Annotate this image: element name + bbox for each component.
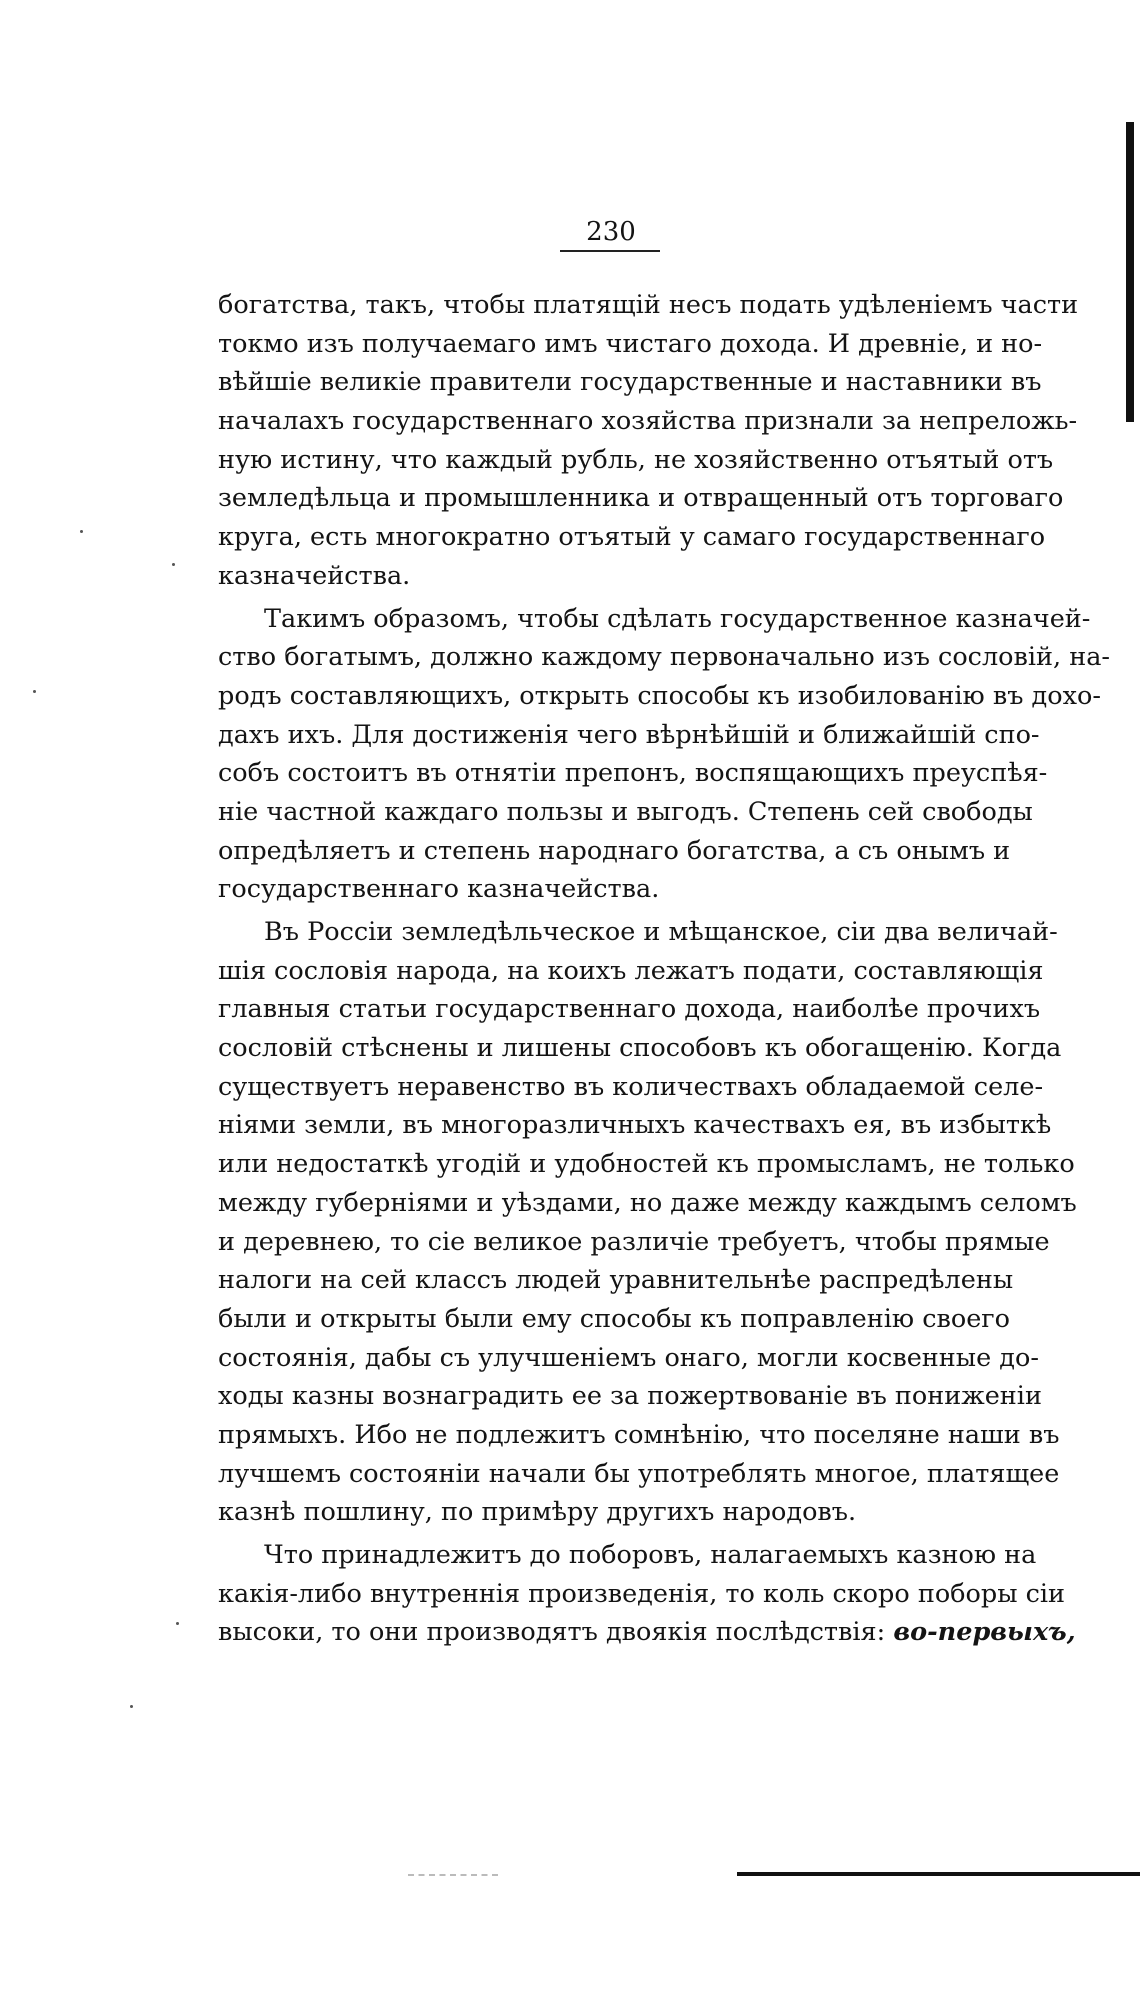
paragraph-3 (218, 913, 1077, 1532)
text-line: существуетъ неравенство въ количествахъ обладаемой селе- (218, 1071, 1044, 1102)
margin-speck (172, 563, 175, 566)
page-edge-shadow (1126, 122, 1134, 422)
paragraph-1 (218, 286, 1079, 596)
text-line: богатства, такъ, чтобы платящій несъ подать удѣленіемъ части (218, 290, 1079, 320)
text-line: государственнаго казначейства. (218, 874, 660, 905)
bottom-rule (737, 1872, 1140, 1876)
margin-speck (80, 530, 83, 533)
text-line: ніе частной каждаго пользы и выгодъ. Степень сей свободы (218, 796, 1033, 827)
text-line: токмо изъ получаемаго имъ чистаго дохода. И древніе, и но- (218, 328, 1043, 359)
text-line: сословій стѣснены и лишены способовъ къ обогащенію. Когда (218, 1033, 1062, 1064)
text-line: лучшемъ состояніи начали бы употреблять многое, платящее (218, 1458, 1060, 1489)
text-line: собъ состоитъ въ отнятіи препонъ, воспящающихъ преуспѣя- (218, 758, 1048, 789)
text-line: состоянія, дабы съ улучшеніемъ онаго, могли косвенные до- (218, 1342, 1039, 1373)
page-number-underline (560, 250, 660, 252)
italic-catchword: во-первыхъ, (893, 1617, 1076, 1648)
text-line: казначейства. (218, 560, 411, 591)
text-line: земледѣльца и промышленника и отвращенный отъ торговаго (218, 483, 1064, 514)
text-line: и деревнею, то сіе великое различіе требуетъ, чтобы прямые (218, 1226, 1050, 1257)
margin-speck (130, 1705, 133, 1708)
text-line: родъ составляющихъ, открыть способы къ изобилованію въ дохо- (218, 680, 1101, 711)
text-line-final-roman: высоки, то они производятъ двоякія послѣдствія: (218, 1617, 886, 1648)
text-line: между губерніями и уѣздами, но даже между каждымъ селомъ (218, 1187, 1077, 1218)
bottom-faint-rule (408, 1874, 498, 1878)
text-line: вѣйшіе великіе правители государственные и наставники въ (218, 367, 1042, 398)
text-line: налоги на сей классъ людей уравнительнѣе распредѣлены (218, 1265, 1014, 1296)
text-line: прямыхъ. Ибо не подлежитъ сомнѣнію, что поселяне наши въ (218, 1419, 1060, 1450)
paragraph-2 (218, 600, 1111, 910)
text-line: ніями земли, въ многоразличныхъ качествахъ ея, въ избыткѣ (218, 1110, 1052, 1141)
text-line: ходы казны вознаградить ее за пожертвованіе въ пониженіи (218, 1381, 1042, 1412)
text-line: ство богатымъ, должно каждому первоначально изъ сословій, на- (218, 642, 1111, 673)
text-line: ную истину, что каждый рубль, не хозяйственно отъятый отъ (218, 444, 1054, 475)
text-line: круга, есть многократно отъятый у самаго государственнаго (218, 522, 1046, 553)
text-line: или недостаткѣ угодій и удобностей къ промысламъ, не только (218, 1149, 1075, 1180)
text-line: опредѣляетъ и степень народнаго богатства, а съ онымъ и (218, 835, 1011, 866)
paragraph-4 (218, 1536, 1076, 1652)
text-line: дахъ ихъ. Для достиженія чего вѣрнѣйшій и ближайшій спо- (218, 719, 1040, 750)
text-line: Такимъ образомъ, чтобы сдѣлать государственное казначей- (264, 603, 1091, 634)
text-line: какія-либо внутреннія произведенія, то коль скоро поборы сіи (218, 1578, 1066, 1609)
margin-speck (176, 1622, 179, 1625)
page-number: 230 (586, 217, 636, 247)
text-line-final (218, 1613, 1076, 1652)
text-line: главныя статьи государственнаго дохода, наиболѣе прочихъ (218, 994, 1041, 1025)
text-line: началахъ государственнаго хозяйства признали за непреложь- (218, 406, 1078, 437)
text-line: Въ Россіи земледѣльческое и мѣщанское, сіи два величай- (264, 917, 1058, 947)
body-text (218, 286, 1111, 1656)
text-line: шія сословія народа, на коихъ лежатъ подати, составляющія (218, 955, 1044, 986)
text-line: Что принадлежитъ до поборовъ, налагаемыхъ казною на (264, 1540, 1037, 1570)
text-line: казнѣ пошлину, по примѣру другихъ народовъ. (218, 1497, 857, 1528)
text-line: были и открыты были ему способы къ поправленію своего (218, 1303, 1010, 1334)
margin-speck (33, 690, 36, 693)
